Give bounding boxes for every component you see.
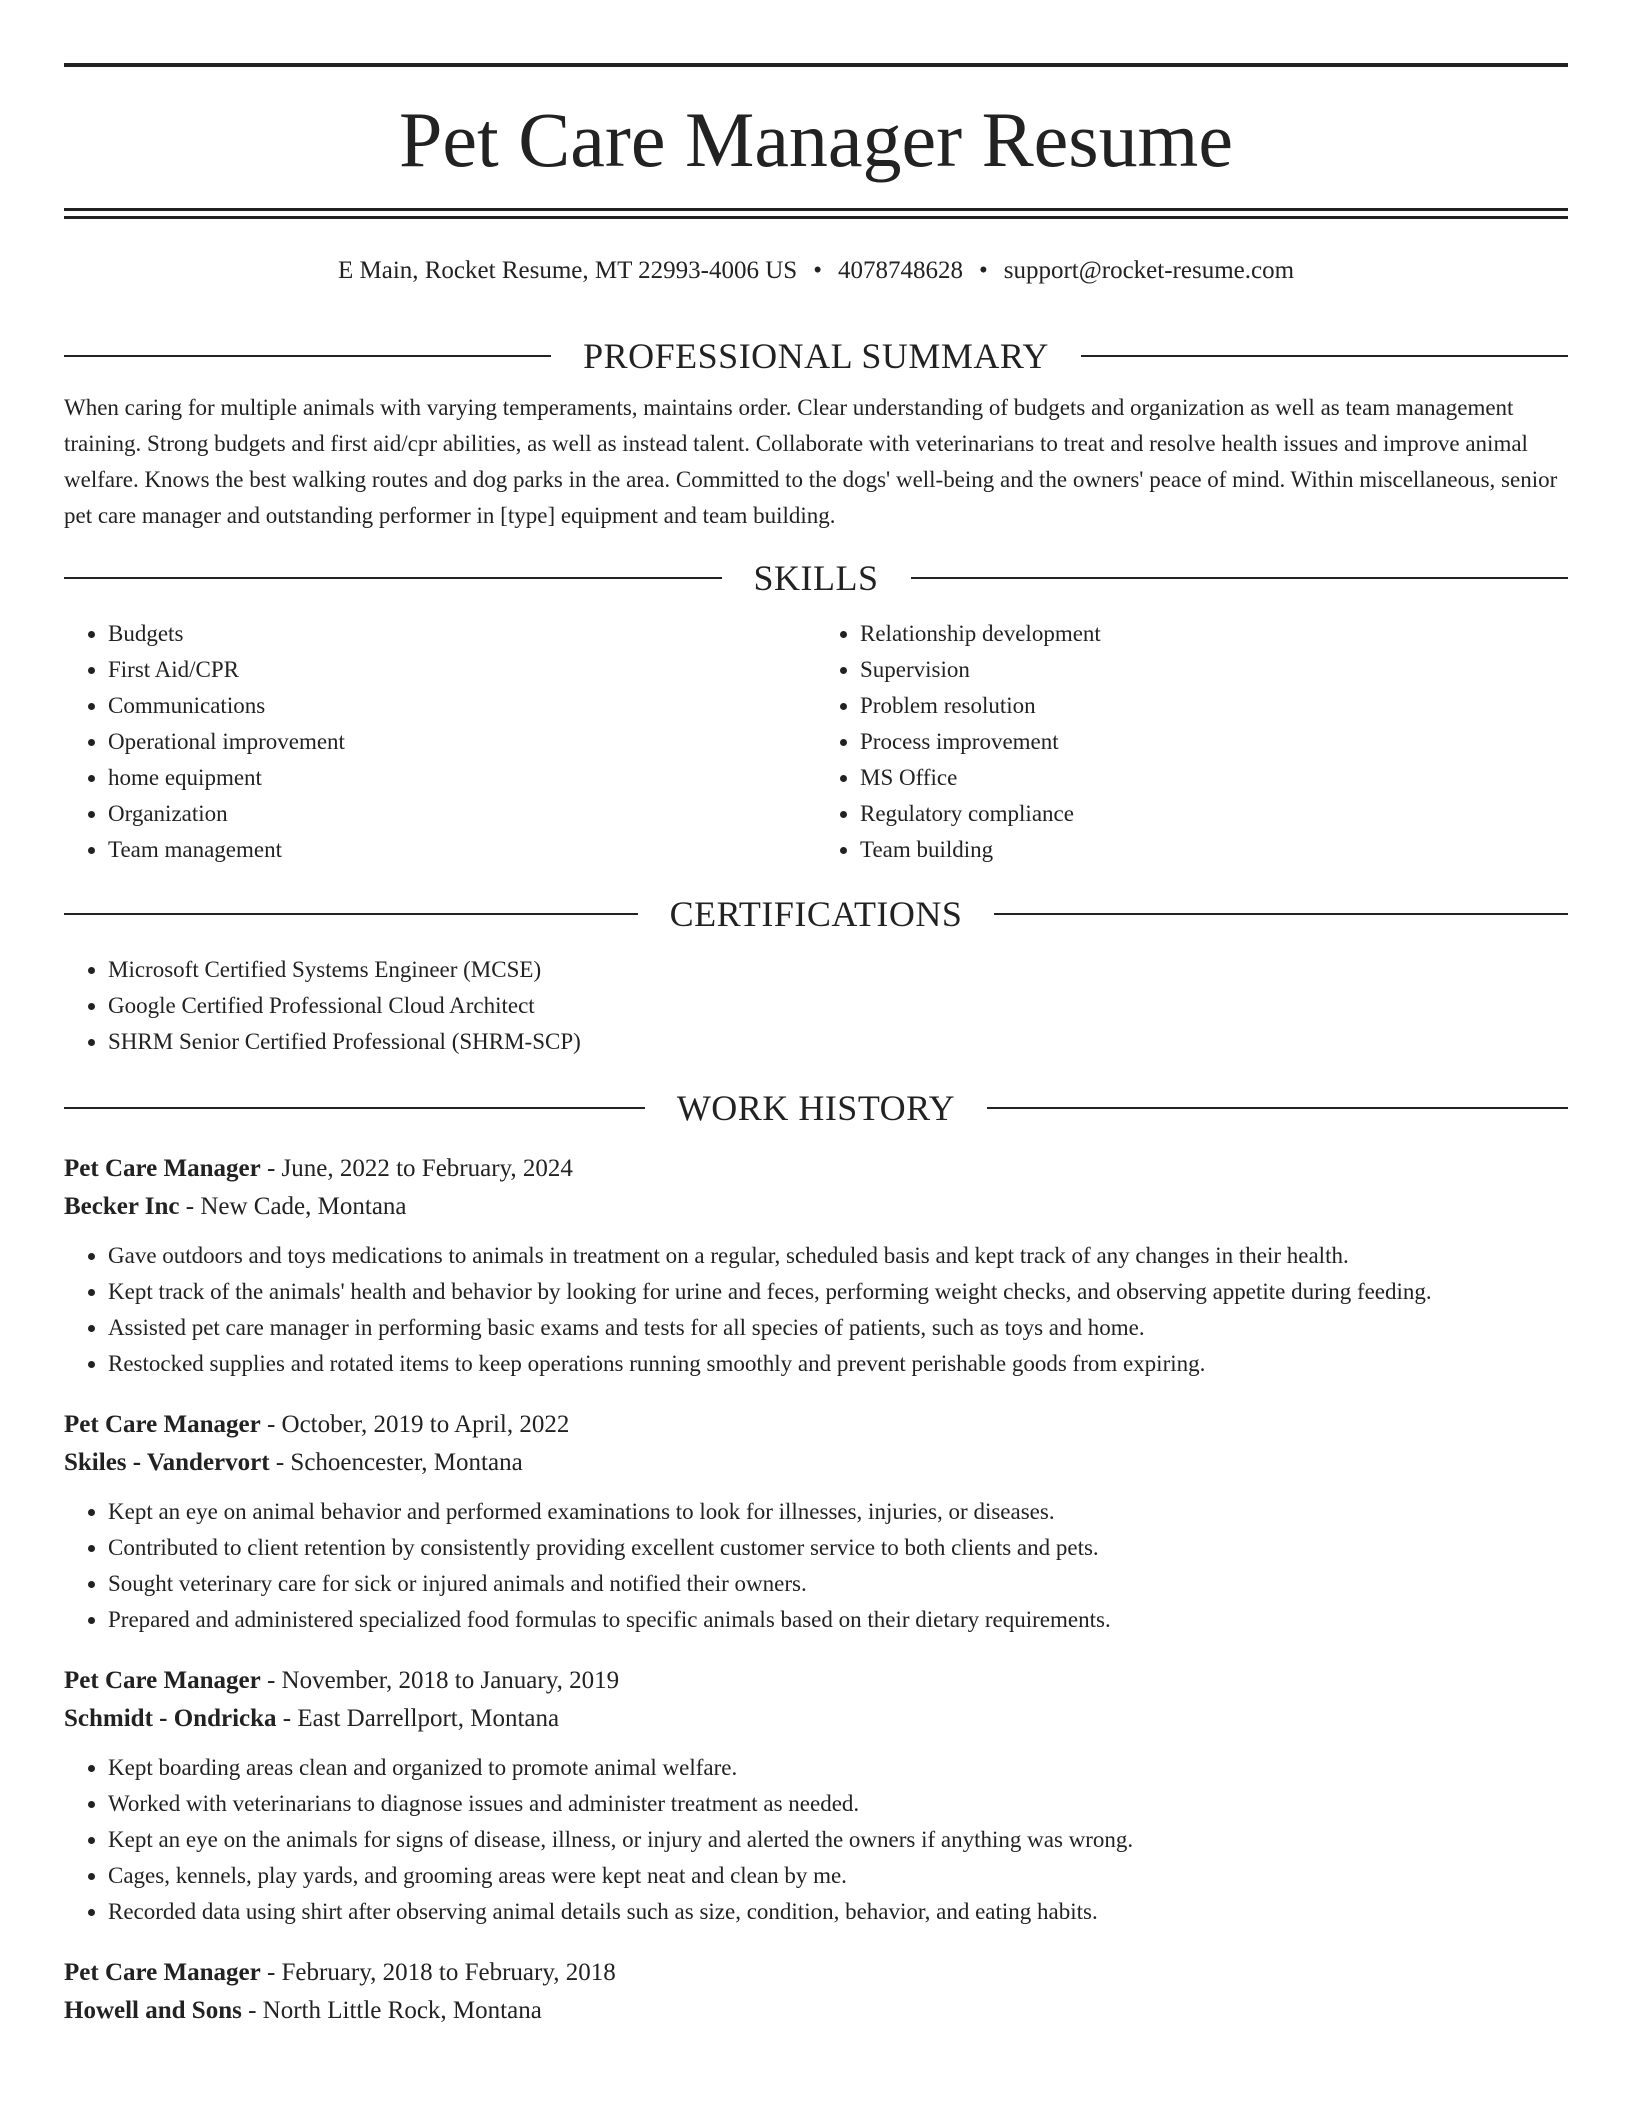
skill-item: • home equipment (108, 760, 816, 796)
skill-item: • First Aid/CPR (108, 652, 816, 688)
skill-item: • Regulatory compliance (860, 796, 1568, 832)
job-entry (64, 1954, 1568, 2030)
job-bullet: • Kept an eye on animal behavior and performed examinations to look for illnesses, injuries, or diseases. (108, 1494, 1568, 1530)
job-bullet: • Gave outdoors and toys medications to animals in treatment on a regular, scheduled basis and kept track of any changes in their health. (108, 1238, 1568, 1274)
skill-item: • Organization (108, 796, 816, 832)
job-bullet: • Contributed to client retention by consistently providing excellent customer service to both clients and pets. (108, 1530, 1568, 1566)
job-entry (64, 1662, 1568, 1930)
certification-item: • Microsoft Certified Systems Engineer (MCSE) (108, 952, 1568, 988)
job-bullets (64, 1750, 1568, 1930)
job-bullet: • Recorded data using shirt after observing animal details such as size, condition, behavior, and eating habits. (108, 1894, 1568, 1930)
job-company: Skiles - Vandervort (64, 1449, 270, 1476)
job-dates: November, 2018 to January, 2019 (281, 1667, 620, 1694)
certifications-list (64, 952, 1568, 1060)
section-rule (994, 913, 1568, 915)
job-dates: February, 2018 to February, 2018 (281, 1959, 616, 1986)
page-title: Pet Care Manager Resume (399, 96, 1233, 183)
skill-item: • Supervision (860, 652, 1568, 688)
section-rule (64, 913, 638, 915)
skills-heading: SKILLS (753, 558, 879, 598)
contact-phone: 4078748628 (837, 257, 963, 284)
skills-columns (64, 616, 1568, 868)
skill-item: • Relationship development (860, 616, 1568, 652)
job-bullet: • Restocked supplies and rotated items to keep operations running smoothly and prevent perishable goods from expiring. (108, 1346, 1568, 1382)
summary-heading: PROFESSIONAL SUMMARY (583, 336, 1049, 376)
summary-section-header (64, 326, 1568, 386)
job-title-line: Pet Care Manager - June, 2022 to February, 2024 (64, 1155, 573, 1182)
skills-list-right (816, 616, 1568, 868)
job-bullet: • Kept boarding areas clean and organized to promote animal welfare. (108, 1750, 1568, 1786)
job-location: New Cade, Montana (200, 1193, 407, 1220)
section-rule (64, 577, 722, 579)
skill-item: • Budgets (108, 616, 816, 652)
certification-item: • Google Certified Professional Cloud Architect (108, 988, 1568, 1024)
title-rule-lower (64, 216, 1568, 219)
job-company: Schmidt - Ondricka (64, 1705, 277, 1732)
job-dates: October, 2019 to April, 2022 (281, 1411, 570, 1438)
skills-list-left (64, 616, 816, 868)
job-location: North Little Rock, Montana (262, 1997, 542, 2024)
contact-email: support@rocket-resume.com (1003, 257, 1295, 284)
job-bullet: • Worked with veterinarians to diagnose issues and administer treatment as needed. (108, 1786, 1568, 1822)
skill-item: • Problem resolution (860, 688, 1568, 724)
job-entry (64, 1150, 1568, 1382)
job-company-line: Schmidt - Ondricka - East Darrellport, Montana (64, 1705, 560, 1732)
title-rule-upper (64, 208, 1568, 211)
summary-text: When caring for multiple animals with varying temperaments, maintains order. Clear understanding of budgets and organization as well as team management training. Strong budgets and first aid/cpr abilities, as well as instead talent. Collaborate with veterinarians to treat and resolve health issues and improve animal welfare. Knows the best walking routes and dog parks in the area. Committed to the dogs' well-being and the owners' peace of mind. Within miscellaneous, senior pet care manager and outstanding performer in [type] equipment and team building. (64, 395, 1558, 528)
contact-line (64, 254, 1568, 288)
job-bullet: • Prepared and administered specialized food formulas to specific animals based on their dietary requirements. (108, 1602, 1568, 1638)
job-entry (64, 1406, 1568, 1638)
work-section-header (64, 1078, 1568, 1138)
skill-item: • Process improvement (860, 724, 1568, 760)
certifications-section-header (64, 884, 1568, 944)
job-company: Becker Inc (64, 1193, 180, 1220)
job-company: Howell and Sons (64, 1997, 242, 2024)
contact-address: E Main, Rocket Resume, MT 22993-4006 US (337, 257, 798, 284)
job-bullet: • Kept track of the animals' health and behavior by looking for urine and feces, performing weight checks, and observing appetite during feeding. (108, 1274, 1568, 1310)
section-rule (1081, 355, 1568, 357)
resume-content (64, 326, 1568, 2030)
skill-item: • Team management (108, 832, 816, 868)
skills-section-header (64, 548, 1568, 608)
job-company-line: Becker Inc - New Cade, Montana (64, 1193, 407, 1220)
contact-separator: • (813, 257, 822, 284)
job-title: Pet Care Manager (64, 1667, 261, 1694)
job-dates: June, 2022 to February, 2024 (281, 1155, 573, 1182)
certifications-heading: CERTIFICATIONS (669, 894, 963, 934)
job-title: Pet Care Manager (64, 1959, 261, 1986)
job-bullet: • Assisted pet care manager in performing basic exams and tests for all species of patients, such as toys and home. (108, 1310, 1568, 1346)
section-rule (987, 1107, 1568, 1109)
certification-item: • SHRM Senior Certified Professional (SHRM-SCP) (108, 1024, 1568, 1060)
job-location: Schoencester, Montana (290, 1449, 523, 1476)
job-company-line: Howell and Sons - North Little Rock, Montana (64, 1997, 542, 2024)
job-company-line: Skiles - Vandervort - Schoencester, Montana (64, 1449, 523, 1476)
skill-item: • Operational improvement (108, 724, 816, 760)
job-title: Pet Care Manager (64, 1411, 261, 1438)
top-rule (64, 63, 1568, 67)
skill-item: • MS Office (860, 760, 1568, 796)
job-bullets (64, 1238, 1568, 1382)
job-bullet: • Cages, kennels, play yards, and grooming areas were kept neat and clean by me. (108, 1858, 1568, 1894)
section-rule (911, 577, 1569, 579)
section-rule (64, 1107, 645, 1109)
job-bullets (64, 1494, 1568, 1638)
work-heading: WORK HISTORY (676, 1088, 956, 1128)
job-title-line: Pet Care Manager - February, 2018 to February, 2018 (64, 1959, 616, 1986)
skill-item: • Communications (108, 688, 816, 724)
job-title-line: Pet Care Manager - October, 2019 to April, 2022 (64, 1411, 570, 1438)
job-title: Pet Care Manager (64, 1155, 261, 1182)
job-location: East Darrellport, Montana (297, 1705, 560, 1732)
job-bullet: • Kept an eye on the animals for signs of disease, illness, or injury and alerted the owners if anything was wrong. (108, 1822, 1568, 1858)
job-title-line: Pet Care Manager - November, 2018 to January, 2019 (64, 1667, 620, 1694)
contact-separator: • (978, 257, 988, 284)
job-bullet: • Sought veterinary care for sick or injured animals and notified their owners. (108, 1566, 1568, 1602)
skill-item: • Team building (860, 832, 1568, 868)
section-rule (64, 355, 551, 357)
